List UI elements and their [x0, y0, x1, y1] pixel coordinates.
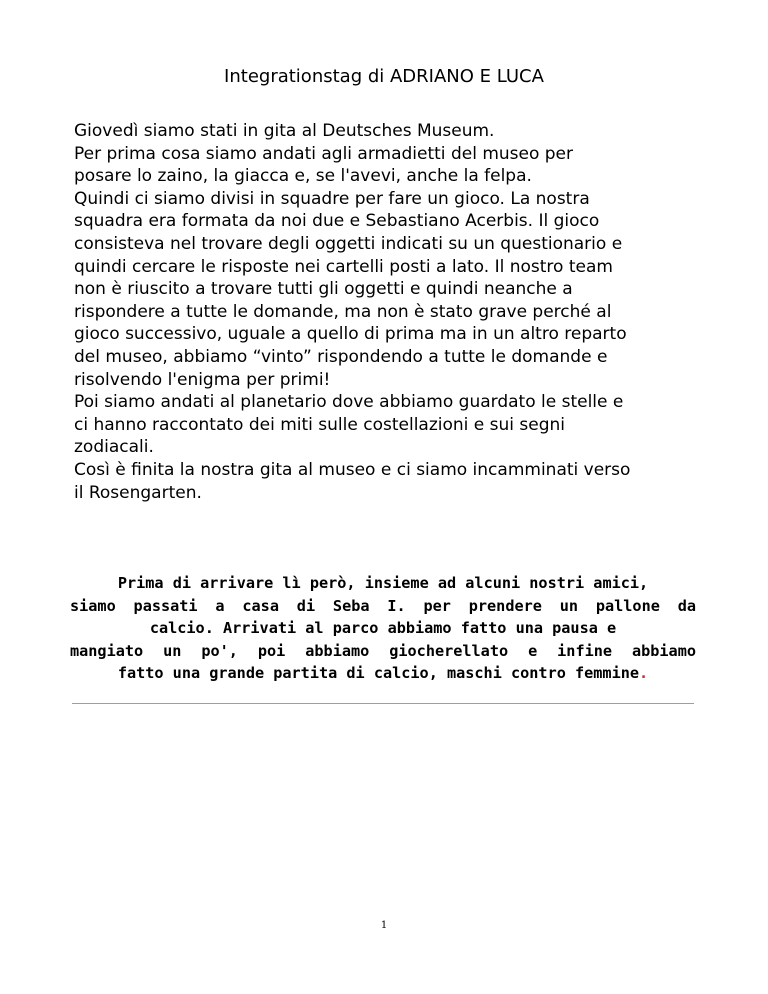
document-title: Integrationstag di ADRIANO E LUCA: [224, 66, 544, 87]
body-line: non è riuscito a trovare tutti gli oggetti e quindi neanche a: [74, 279, 573, 300]
bold-line-text: fatto una grande partita di calcio, maschi contro femmine: [117, 664, 640, 683]
body-line: consisteva nel trovare degli oggetti indicati su un questionario e: [74, 233, 623, 254]
bold-line: siamo passati a casa di Seba I. per prendere un pallone da: [70, 596, 696, 615]
body-line: del museo, abbiamo “vinto” rispondendo a tutte le domande e: [74, 346, 608, 367]
bold-paragraph: [70, 572, 696, 685]
body-line: Così è finita la nostra gita al museo e ci siamo incamminati verso: [74, 459, 631, 480]
body-line: Quindi ci siamo divisi in squadre per fare un gioco. La nostra: [74, 188, 590, 209]
body-line: Poi siamo andati al planetario dove abbiamo guardato le stelle e: [74, 392, 624, 413]
body-line: risolvendo l'enigma per primi!: [74, 369, 331, 390]
body-line: quindi cercare le risposte nei cartelli posti a lato. Il nostro team: [74, 256, 613, 277]
horizontal-rule: [72, 703, 694, 704]
body-line: posare lo zaino, la giacca e, se l'avevi, anche la felpa.: [74, 166, 532, 187]
body-line: Giovedì siamo stati in gita al Deutsches Museum.: [74, 121, 495, 141]
bold-line: calcio. Arrivati al parco abbiamo fatto una pausa e: [149, 619, 617, 638]
body-line: ci hanno raccontato dei miti sulle costellazioni e sui segni: [74, 414, 566, 435]
body-line: gioco successivo, uguale a quello di prima ma in un altro reparto: [74, 324, 627, 345]
bold-line: mangiato un po', poi abbiamo giocherellato e infine abbiamo: [70, 641, 696, 660]
bold-line: Prima di arrivare lì però, insieme ad alcuni nostri amici,: [117, 574, 649, 592]
body-line: il Rosengarten.: [74, 482, 202, 503]
body-paragraphs: [74, 120, 704, 504]
body-line: zodiacali.: [74, 437, 154, 458]
bold-line-last: [70, 662, 696, 685]
page-number: 1: [380, 920, 388, 931]
body-line: rispondere a tutte le domande, ma non è stato grave perché al: [74, 301, 612, 322]
body-line: Per prima cosa siamo andati agli armadietti del museo per: [74, 143, 574, 164]
end-mark: .: [639, 664, 649, 683]
body-line: squadra era formata da noi due e Sebastiano Acerbis. Il gioco: [74, 211, 600, 232]
